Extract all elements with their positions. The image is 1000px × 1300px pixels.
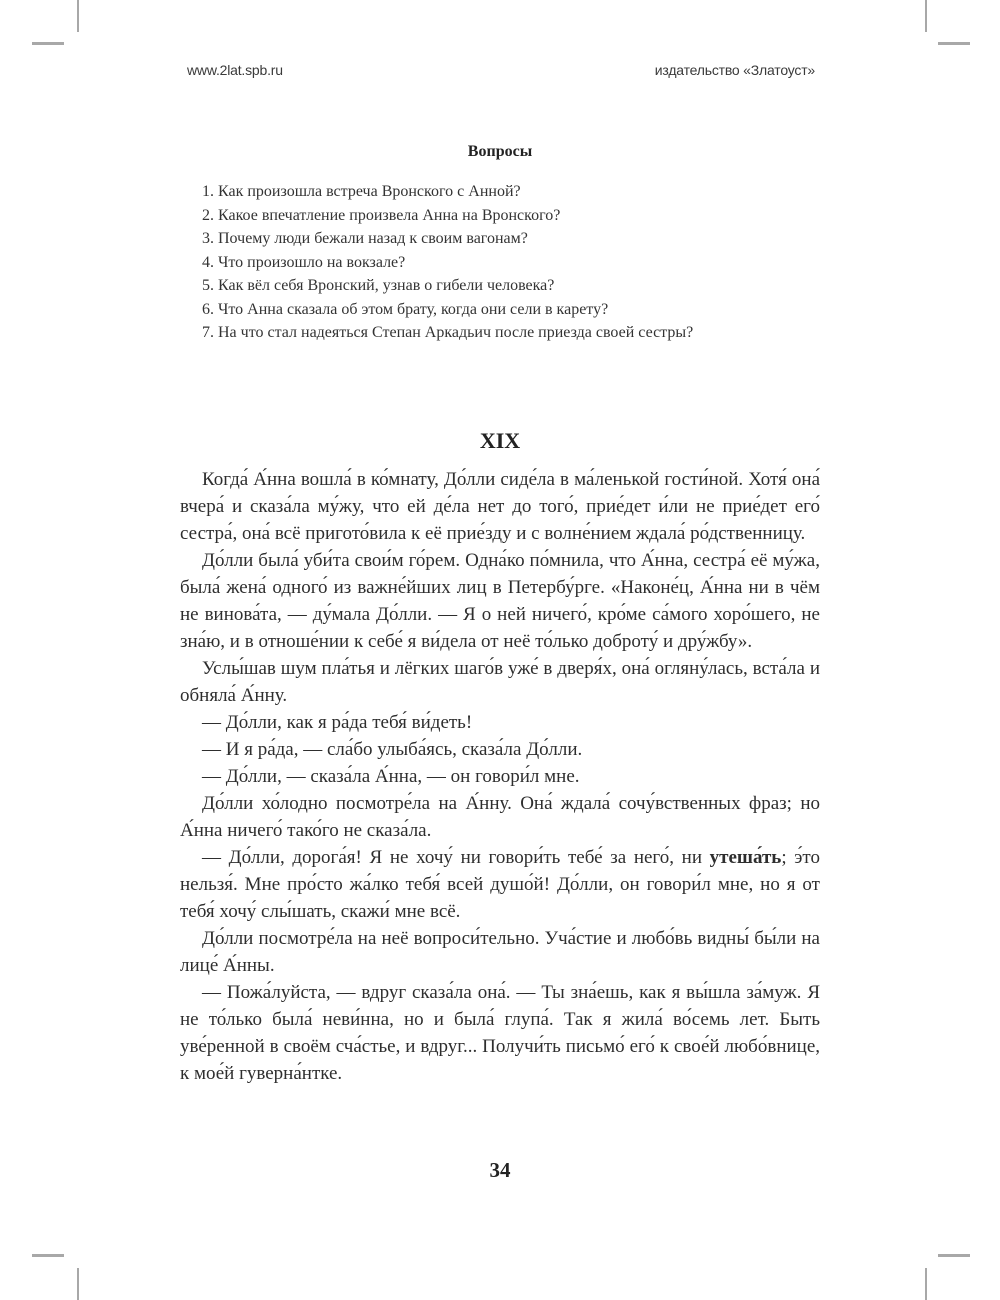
chapter-body: [180, 466, 820, 1087]
questions-title: Вопросы: [467, 143, 533, 160]
question-item: 7. На что стал надеяться Степан Аркадьич после приезда своей сестры?: [202, 324, 694, 341]
paragraph-with-vocab: [180, 844, 820, 925]
paragraph: — До́лли, — сказа́ла А́нна, — он говори́л мне.: [202, 766, 580, 787]
paragraph: — Пожа́луйста, — вдруг сказа́ла она́. — Ты зна́ешь, как я вы́шла за́муж. Я не то́лько была́ неви́нна, но и была́ глупа́. Так я жила́ во́семь лет. Быть уве́ренной в своём сча́стье, и вдруг... Получи́ть письмо́ его́ к свое́й любо́внице, к мое́й гуверна́нтке.: [180, 982, 820, 1084]
crop-mark-top-right-horizontal: [938, 42, 970, 45]
crop-mark-top-left-horizontal: [32, 42, 64, 45]
question-item: 1. Как произошла встреча Вронского с Анной?: [202, 183, 521, 200]
questions-list: [180, 180, 820, 345]
chapter-heading: XIX: [479, 428, 521, 453]
paragraph: До́лли посмотре́ла на неё вопроси́тельно. Уча́стие и любо́вь видны́ бы́ли на лице́ А́нны.: [180, 928, 820, 976]
text-segment: ; э́то нельзя́. Мне про́сто жа́лко тебя́ всей душо́й! До́лли, он говори́л мне, но я от тебя́ хочу́ слы́шать, скажи́ мне всё.: [180, 847, 820, 922]
page-number: 34: [489, 1158, 511, 1182]
paragraph: До́лли хо́лодно посмотре́ла на А́нну. Она́ ждала́ сочу́вственных фраз; но А́нна ничего́ тако́го не сказа́ла.: [180, 793, 820, 841]
crop-mark-top-right-vertical: [925, 0, 927, 32]
question-item: 5. Как вёл себя Вронский, узнав о гибели человека?: [202, 277, 555, 294]
crop-mark-bottom-right-vertical: [925, 1268, 927, 1300]
paragraph: — До́лли, как я ра́да тебя́ ви́деть!: [202, 712, 473, 733]
text-segment: — До́лли, дорога́я! Я не хочу́ ни говори́ть тебе́ за него́, ни: [202, 847, 710, 868]
vocab-word: утеша́ть: [709, 847, 782, 868]
crop-mark-top-left-vertical: [77, 0, 79, 32]
question-item: 2. Какое впечатление произвела Анна на Вронского?: [202, 206, 561, 224]
paragraph: — И я ра́да, — сла́бо улыба́ясь, сказа́ла До́лли.: [202, 739, 583, 760]
running-head-publisher: издательство «Златоуст»: [654, 62, 815, 78]
question-item: 4. Что произошло на вокзале?: [202, 253, 406, 271]
paragraph: До́лли была́ уби́та свои́м го́рем. Одна́ко по́мнила, что А́нна, сестра́ её му́жа, была́ жена́ одного́ из важне́йших лиц в Петербу́рге. «Наконе́ц, А́нна ни в чём не винова́та, — ду́мала До́лли. — Я о ней ничего́, кро́ме са́мого хоро́шего, не зна́ю, и в отноше́нии к себе́ я ви́дела от неё то́лько доброту́ и дру́жбу».: [180, 550, 820, 652]
crop-mark-bottom-left-vertical: [77, 1268, 79, 1300]
crop-mark-bottom-left-horizontal: [32, 1254, 64, 1257]
question-item: 3. Почему люди бежали назад к своим вагонам?: [202, 230, 528, 247]
paragraph: Услы́шав шум пла́тья и лёгких шаго́в уже́ в дверя́х, она́ огляну́лась, вста́ла и обняла́ А́нну.: [180, 658, 820, 706]
question-item: 6. Что Анна сказала об этом брату, когда они сели в карету?: [202, 300, 609, 318]
crop-mark-bottom-right-horizontal: [938, 1254, 970, 1257]
paragraph: Когда́ А́нна вошла́ в ко́мнату, До́лли сиде́ла в ма́ленькой гости́ной. Хотя́ она́ вчера́ и сказа́ла му́жу, что ей де́ла нет до того́, прие́дет и́ли не прие́дет его́ сестра́, она́ всё пригото́вила к её прие́зду и с волне́нием ждала́ ро́дственницу.: [180, 469, 820, 544]
running-head-website: www.2lat.spb.ru: [187, 62, 283, 78]
